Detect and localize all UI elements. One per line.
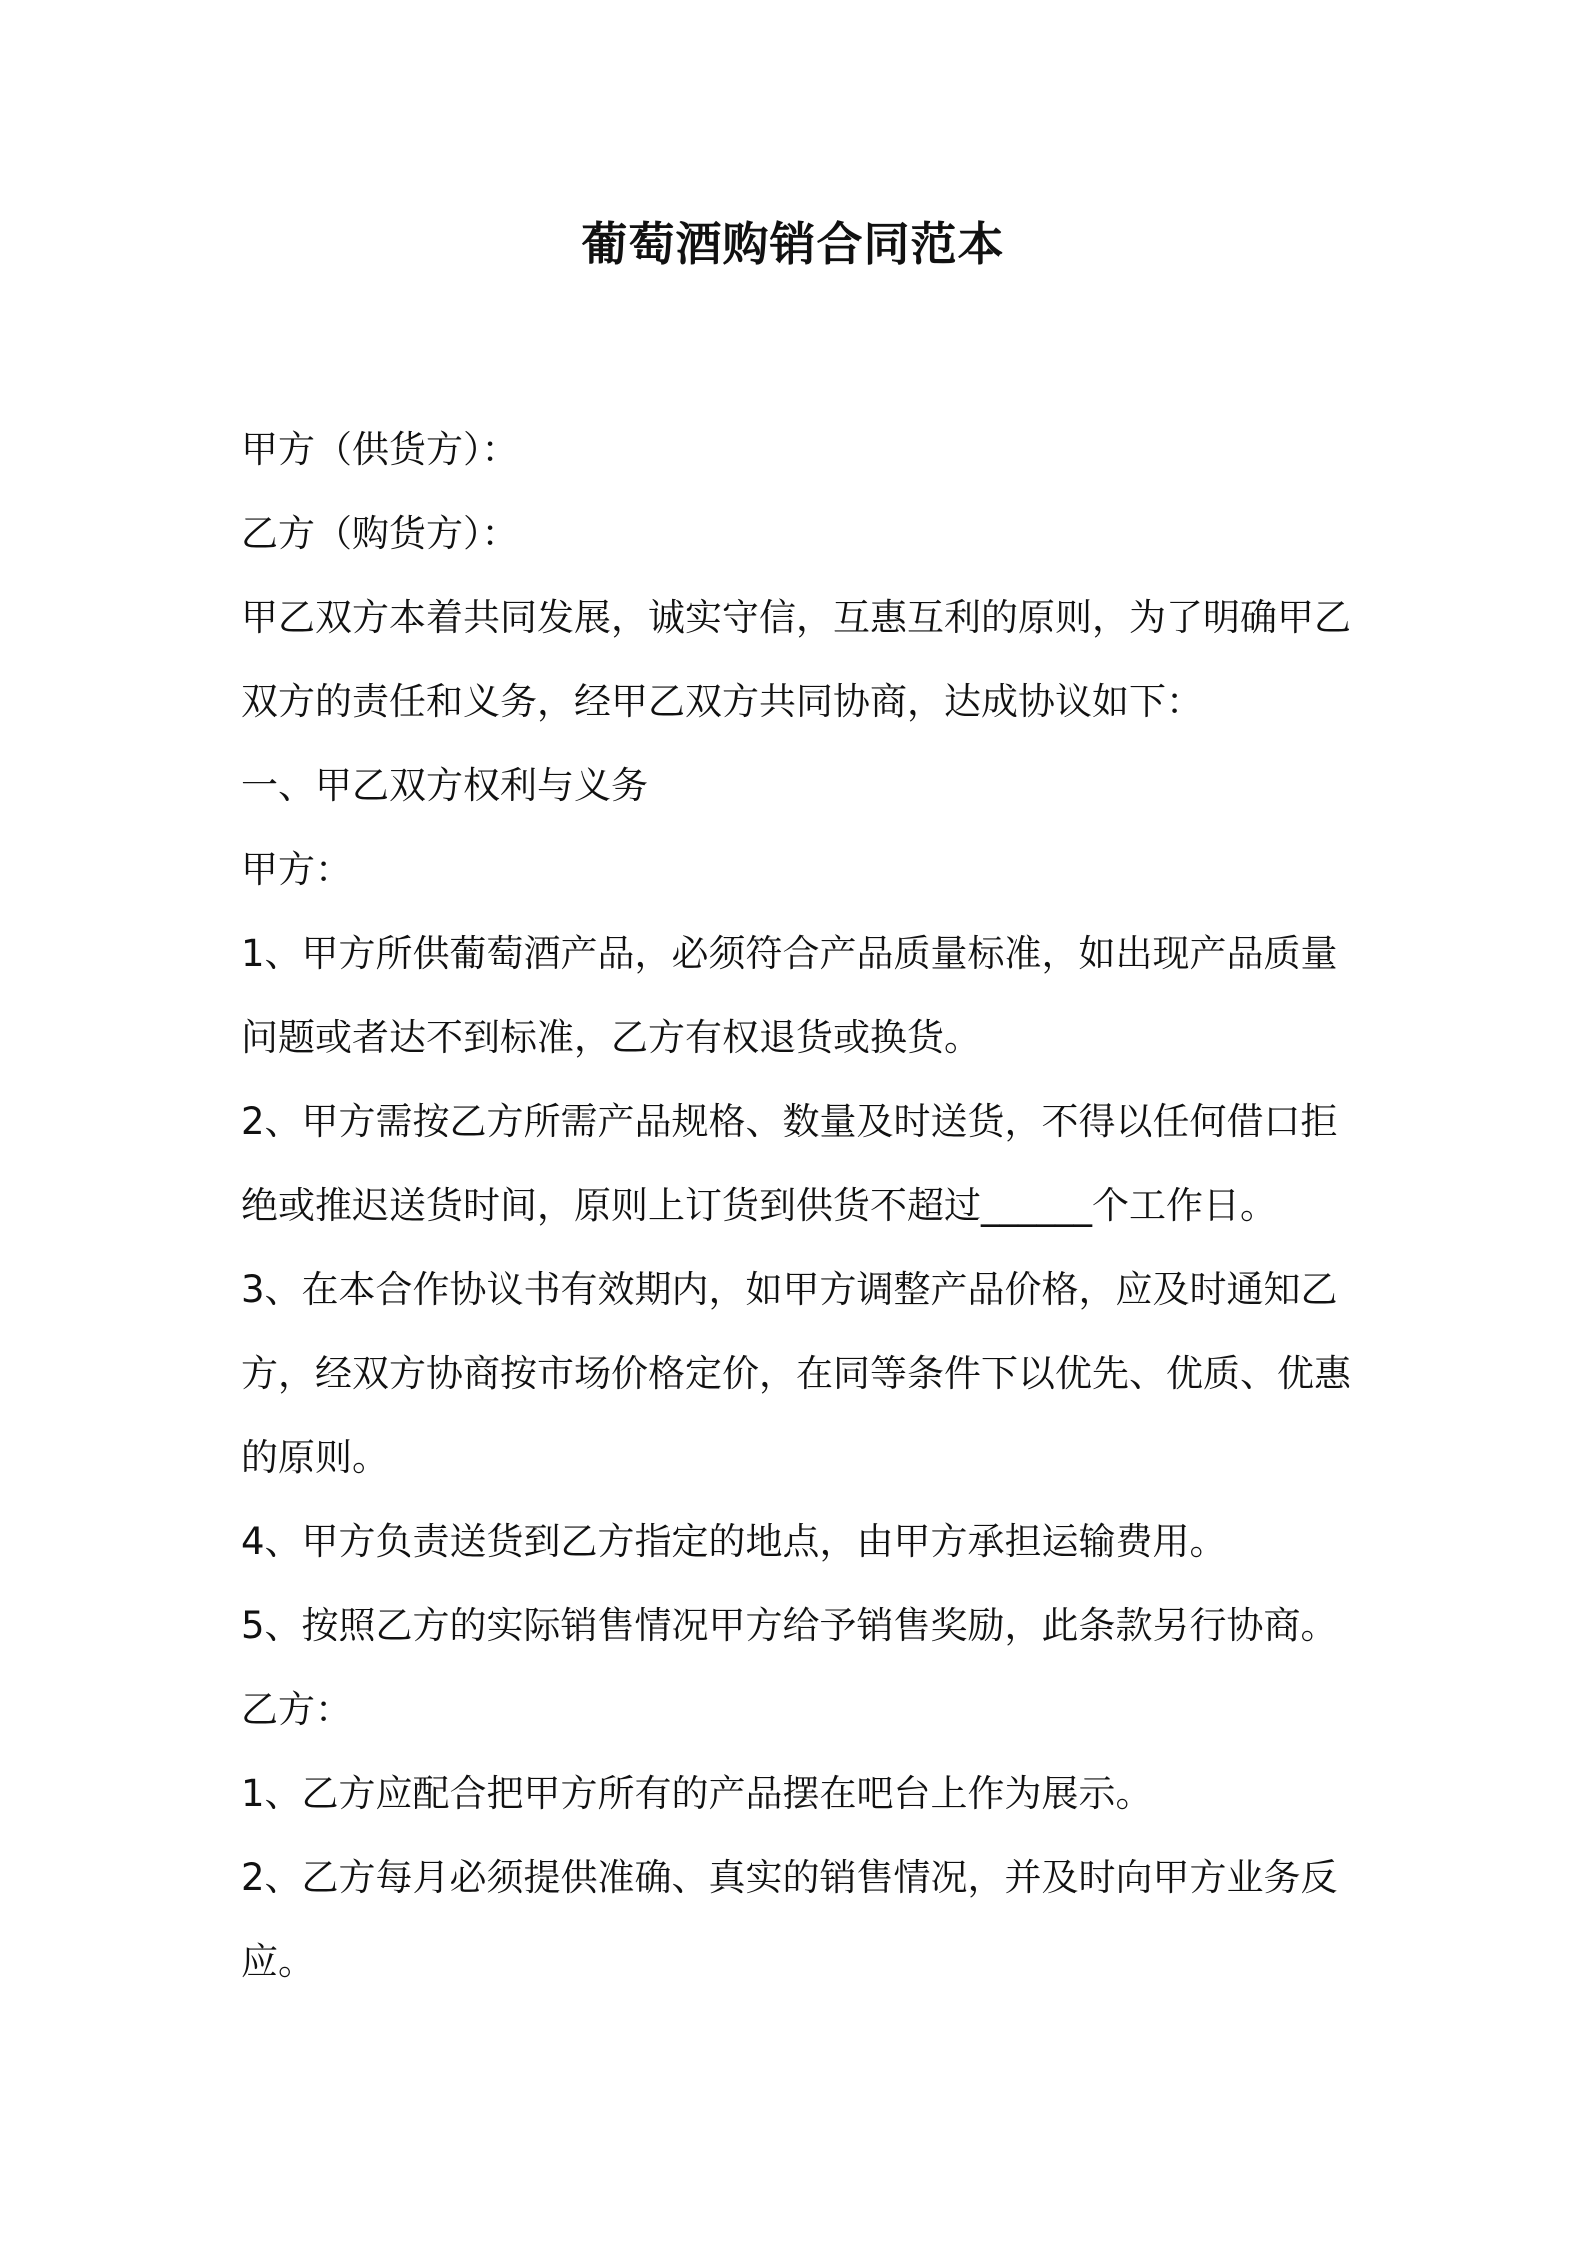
party-a-clause-1-line-2: 问题或者达不到标准，乙方有权退货或换货。 bbox=[241, 1016, 981, 1059]
preamble-line-1: 甲乙双方本着共同发展，诚实守信，互惠互利的原则，为了明确甲乙 bbox=[241, 596, 1351, 639]
party-a-clause-3-line-3: 的原则。 bbox=[241, 1436, 389, 1479]
party-b-line: 乙方（购货方）： bbox=[241, 512, 519, 555]
document-body bbox=[241, 408, 1361, 2004]
party-a-heading: 甲方： bbox=[241, 848, 352, 891]
party-a-clause-3-line-2: 方，经双方协商按市场价格定价，在同等条件下以优先、优质、优惠 bbox=[241, 1352, 1351, 1395]
party-a-clause-2-line-1: 2、甲方需按乙方所需产品规格、数量及时送货，不得以任何借口拒 bbox=[241, 1100, 1338, 1143]
party-b-clause-1: 1、乙方应配合把甲方所有的产品摆在吧台上作为展示。 bbox=[241, 1772, 1153, 1815]
preamble-line-2: 双方的责任和义务，经甲乙双方共同协商，达成协议如下： bbox=[241, 680, 1203, 723]
document-title: 葡萄酒购销合同范本 bbox=[581, 217, 1005, 271]
party-a-clause-1-line-1: 1、甲方所供葡萄酒产品，必须符合产品质量标准，如出现产品质量 bbox=[241, 932, 1338, 975]
party-a-clause-5: 5、按照乙方的实际销售情况甲方给予销售奖励，此条款另行协商。 bbox=[241, 1604, 1338, 1647]
party-a-clause-4: 4、甲方负责送货到乙方指定的地点，由甲方承担运输费用。 bbox=[241, 1520, 1227, 1563]
party-a-clause-3-line-1: 3、在本合作协议书有效期内，如甲方调整产品价格，应及时通知乙 bbox=[241, 1268, 1338, 1311]
party-a-clause-2-line-2: 绝或推迟送货时间，原则上订货到供货不超过______个工作日。 bbox=[241, 1184, 1277, 1227]
party-b-clause-2-line-2: 应。 bbox=[241, 1940, 315, 1983]
party-a-line: 甲方（供货方）： bbox=[241, 428, 519, 471]
section-heading-1: 一、甲乙双方权利与义务 bbox=[241, 764, 648, 807]
party-b-clause-2-line-1: 2、乙方每月必须提供准确、真实的销售情况，并及时向甲方业务反 bbox=[241, 1856, 1338, 1899]
party-b-heading: 乙方： bbox=[241, 1688, 352, 1731]
